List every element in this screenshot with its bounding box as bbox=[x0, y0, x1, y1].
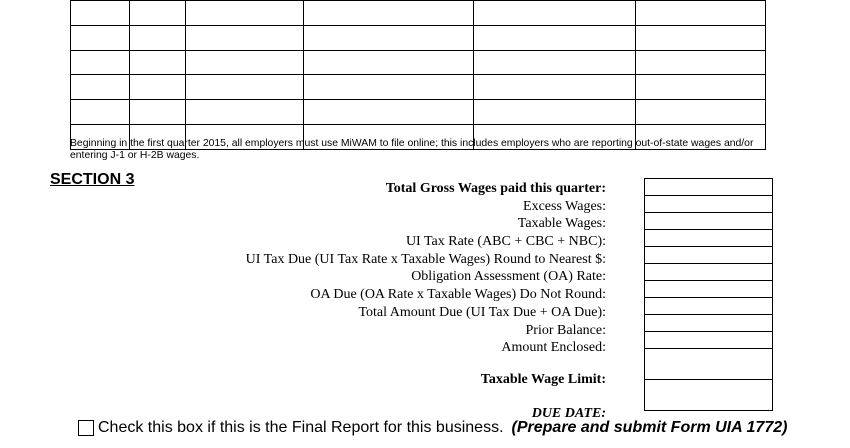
amount-boxes bbox=[644, 178, 773, 411]
grid-cell[interactable] bbox=[474, 1, 636, 26]
ui-tax-rate-field[interactable] bbox=[645, 230, 773, 247]
grid-cell[interactable] bbox=[186, 100, 304, 125]
wage-detail-grid bbox=[70, 0, 766, 150]
due-date-field[interactable] bbox=[645, 380, 773, 411]
grid-cell[interactable] bbox=[130, 1, 186, 26]
grid-cell[interactable] bbox=[130, 50, 186, 75]
grid-cell[interactable] bbox=[186, 25, 304, 50]
final-report-label: Check this box if this is the Final Report for this business. bbox=[98, 419, 504, 436]
grid-cell[interactable] bbox=[474, 50, 636, 75]
field-label-taxable-wage-limit: Taxable Wage Limit: bbox=[480, 371, 606, 387]
taxable-wages-field[interactable] bbox=[645, 213, 773, 230]
grid-cell[interactable] bbox=[636, 100, 766, 125]
ui-tax-due-field[interactable] bbox=[645, 247, 773, 264]
grid-cell[interactable] bbox=[130, 100, 186, 125]
grid-cell[interactable] bbox=[636, 25, 766, 50]
field-label-prior-balance: Prior Balance: bbox=[525, 322, 606, 338]
field-labels bbox=[246, 180, 606, 422]
table-row bbox=[71, 1, 766, 26]
field-label-amount-enclosed: Amount Enclosed: bbox=[501, 340, 606, 356]
section-title: SECTION 3 bbox=[50, 171, 135, 188]
field-label-excess-wages: Excess Wages: bbox=[523, 198, 606, 214]
oa-rate-field[interactable] bbox=[645, 264, 773, 281]
miwam-notice: Beginning in the first quarter 2015, all employers must use MiWAM to file online; this includes employers who are reporting out-of-state wages and/or entering J-1 or H-2B wages. bbox=[70, 138, 754, 161]
total-amount-due-field[interactable] bbox=[645, 298, 773, 315]
amount-enclosed-field[interactable] bbox=[645, 332, 773, 349]
table-row bbox=[71, 25, 766, 50]
field-label-due-date: DUE DATE: bbox=[531, 405, 606, 421]
final-report-row bbox=[78, 419, 787, 437]
taxable-wage-limit-field[interactable] bbox=[645, 349, 773, 380]
grid-cell[interactable] bbox=[304, 100, 474, 125]
final-report-checkbox[interactable] bbox=[78, 420, 94, 436]
grid-cell[interactable] bbox=[636, 50, 766, 75]
grid-cell[interactable] bbox=[636, 75, 766, 100]
table-row bbox=[71, 50, 766, 75]
grid-cell[interactable] bbox=[186, 1, 304, 26]
table-row bbox=[71, 75, 766, 100]
grid-cell[interactable] bbox=[130, 25, 186, 50]
grid-cell[interactable] bbox=[71, 1, 130, 26]
excess-wages-field[interactable] bbox=[645, 196, 773, 213]
grid-cell[interactable] bbox=[636, 1, 766, 26]
grid-cell[interactable] bbox=[304, 25, 474, 50]
grid-cell[interactable] bbox=[71, 75, 130, 100]
field-label-ui-tax-due: UI Tax Due (UI Tax Rate x Taxable Wages) Round to Nearest $: bbox=[245, 251, 606, 267]
field-label-taxable-wages: Taxable Wages: bbox=[517, 216, 606, 232]
grid-cell[interactable] bbox=[71, 50, 130, 75]
grid-cell[interactable] bbox=[474, 75, 636, 100]
final-report-note: (Prepare and submit Form UIA 1772) bbox=[511, 419, 788, 436]
grid-cell[interactable] bbox=[186, 75, 304, 100]
total-gross-wages-field[interactable] bbox=[645, 179, 773, 196]
grid-cell[interactable] bbox=[186, 50, 304, 75]
grid-cell[interactable] bbox=[71, 100, 130, 125]
grid-cell[interactable] bbox=[130, 75, 186, 100]
grid-cell[interactable] bbox=[71, 25, 130, 50]
grid-cell[interactable] bbox=[474, 100, 636, 125]
table-row bbox=[71, 100, 766, 125]
field-label-total-amount-due: Total Amount Due (UI Tax Due + OA Due): bbox=[358, 304, 606, 320]
oa-due-field[interactable] bbox=[645, 281, 773, 298]
field-label-oa-rate: Obligation Assessment (OA) Rate: bbox=[411, 269, 606, 285]
grid-cell[interactable] bbox=[474, 25, 636, 50]
grid-cell[interactable] bbox=[304, 1, 474, 26]
grid-cell[interactable] bbox=[304, 50, 474, 75]
grid-cell[interactable] bbox=[304, 75, 474, 100]
field-label-oa-due: OA Due (OA Rate x Taxable Wages) Do Not Round: bbox=[310, 287, 606, 303]
field-label-ui-tax-rate: UI Tax Rate (ABC + CBC + NBC): bbox=[405, 234, 606, 250]
field-label-total-gross-wages: Total Gross Wages paid this quarter: bbox=[385, 181, 606, 196]
prior-balance-field[interactable] bbox=[645, 315, 773, 332]
